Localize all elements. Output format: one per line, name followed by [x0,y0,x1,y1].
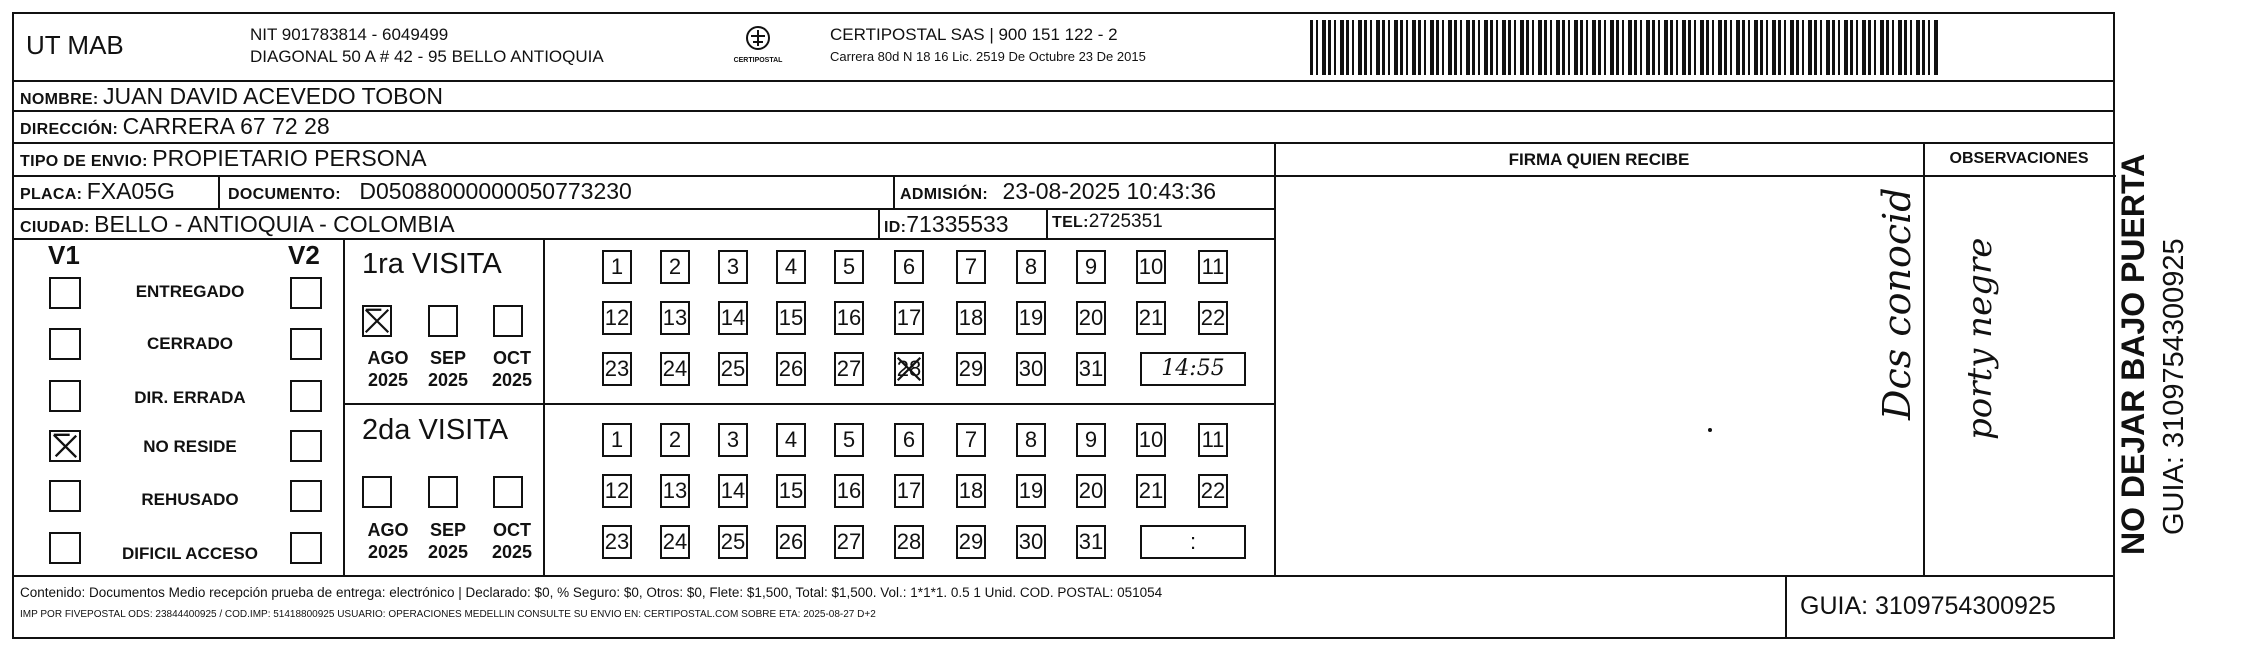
id-label: ID: [884,219,907,236]
visit2-day-27[interactable]: 27 [834,525,864,559]
v2-dificil-acceso-checkbox[interactable] [290,532,322,564]
visit2-month-ago-checkbox[interactable] [362,476,392,508]
certipostal-logo [728,24,788,70]
address-value: CARRERA 67 72 28 [122,113,330,139]
status-no-reside: NO RESIDE [143,437,237,456]
visit1-day-8[interactable]: 8 [1016,250,1046,284]
visit1-year-label: 2025 [427,370,469,390]
visit1-month-label: SEP [429,348,467,368]
visit2-day-17[interactable]: 17 [894,474,924,508]
doc-value: D05088000000050773230 [359,178,632,204]
signature-dot [1708,428,1712,432]
visit1-day-1[interactable]: 1 [602,250,632,284]
visit1-day-25[interactable]: 25 [718,352,748,386]
id-row [884,211,1009,238]
city-value: BELLO - ANTIOQUIA - COLOMBIA [94,211,455,237]
v2-dir-errada-checkbox[interactable] [290,380,322,412]
visit2-day-24[interactable]: 24 [660,525,690,559]
visit2-day-12[interactable]: 12 [602,474,632,508]
visit1-day-28[interactable]: 28 [894,352,924,386]
v1-rehusado-checkbox[interactable] [49,480,81,512]
type-value: PROPIETARIO PERSONA [152,145,427,171]
admission-label: ADMISIÓN: [900,186,989,203]
doc-row [228,178,632,205]
visit2-time-field[interactable]: : [1140,525,1246,559]
plate-label: PLACA: [20,186,83,203]
visit2-day-30[interactable]: 30 [1016,525,1046,559]
side-guia: GUIA: 3109754300925 [2158,238,2190,535]
visit2-year-label: 2025 [367,542,409,562]
v2-cerrado-checkbox[interactable] [290,328,322,360]
v2-rehusado-checkbox[interactable] [290,480,322,512]
v1-dir-errada-checkbox[interactable] [49,380,81,412]
name-label: NOMBRE: [20,91,99,108]
visit2-day-10[interactable]: 10 [1136,423,1166,457]
visit1-day-27[interactable]: 27 [834,352,864,386]
status-entregado: ENTREGADO [135,282,245,301]
v2-no-reside-checkbox[interactable] [290,430,322,462]
carrier-name: CERTIPOSTAL SAS | 900 151 122 - 2 [830,25,1118,44]
visit2-day-16[interactable]: 16 [834,474,864,508]
visit1-month-oct-checkbox[interactable] [493,305,523,337]
visit2-day-15[interactable]: 15 [776,474,806,508]
visit2-day-1[interactable]: 1 [602,423,632,457]
visit2-day-3[interactable]: 3 [718,423,748,457]
visit2-day-11[interactable]: 11 [1198,423,1228,457]
visit1-day-5[interactable]: 5 [834,250,864,284]
tel-row [1052,211,1163,233]
visit2-day-7[interactable]: 7 [956,423,986,457]
visit2-day-6[interactable]: 6 [894,423,924,457]
visit2-month-label: AGO [367,520,409,540]
company-name: UT MAB [26,30,124,60]
visit1-month-sep-checkbox[interactable] [428,305,458,337]
visit2-day-4[interactable]: 4 [776,423,806,457]
v1-header: V1 [48,240,80,270]
visit1-day-29[interactable]: 29 [956,352,986,386]
barcode [1310,20,1940,75]
type-row [20,145,427,172]
address-label: DIRECCIÓN: [20,121,119,138]
city-label: CIUDAD: [20,219,90,236]
visit1-day-21[interactable]: 21 [1136,301,1166,335]
visit1-day-7[interactable]: 7 [956,250,986,284]
v1-entregado-checkbox[interactable] [49,277,81,309]
visit1-day-12[interactable]: 12 [602,301,632,335]
v2-header: V2 [288,240,320,270]
status-rehusado: REHUSADO [141,490,239,509]
visit1-day-19[interactable]: 19 [1016,301,1046,335]
observations-label: OBSERVACIONES [1949,150,2089,167]
visit2-month-label: SEP [429,520,467,540]
visit2-year-label: 2025 [427,542,469,562]
visit1-year-label: 2025 [367,370,409,390]
type-label: TIPO DE ENVIO: [20,153,148,170]
name-value: JUAN DAVID ACEVEDO TOBON [103,83,443,109]
logo-text: CERTIPOSTAL [733,57,783,64]
v2-entregado-checkbox[interactable] [290,277,322,309]
carrier-license: Carrera 80d N 18 16 Lic. 2519 De Octubre 23 De 2015 [830,49,1146,64]
visit1-title: 1ra VISITA [362,248,502,280]
check-x-icon [364,307,390,335]
footer-content: Contenido: Documentos Medio recepción prueba de entrega: electrónico | Declarado: $0, % Seguro: $0, Otros: $0, Flete: $1,500, Total: $1,500. Vol.: 1*1*1. 0.5 1 Unid. COD. POSTAL: 051054 [20,585,1163,600]
visit2-day-31[interactable]: 31 [1076,525,1106,559]
visit1-day-31[interactable]: 31 [1076,352,1106,386]
observation-note-1: Dcs conocid [1875,187,1919,420]
status-dir-errada: DIR. ERRADA [134,388,246,407]
visit2-day-28[interactable]: 28 [894,525,924,559]
name-row [20,83,443,110]
visit1-day-10[interactable]: 10 [1136,250,1166,284]
signature-label: FIRMA QUIEN RECIBE [1508,150,1690,169]
visit1-day-20[interactable]: 20 [1076,301,1106,335]
visit1-day-2[interactable]: 2 [660,250,690,284]
plate-value: FXA05G [86,178,175,204]
status-cerrado: CERRADO [147,334,233,353]
tel-label: TEL: [1052,214,1089,231]
visit1-day-3[interactable]: 3 [718,250,748,284]
tel-value: 2725351 [1088,211,1163,232]
visit2-day-14[interactable]: 14 [718,474,748,508]
visit1-year-label: 2025 [491,370,533,390]
visit1-day-14[interactable]: 14 [718,301,748,335]
visit1-day-23[interactable]: 23 [602,352,632,386]
visit2-month-oct-checkbox[interactable] [493,476,523,508]
visit2-day-8[interactable]: 8 [1016,423,1046,457]
company-nit: NIT 901783814 - 6049499 [250,25,449,44]
visit2-year-label: 2025 [491,542,533,562]
visit1-day-30[interactable]: 30 [1016,352,1046,386]
visit1-day-18[interactable]: 18 [956,301,986,335]
visit2-day-29[interactable]: 29 [956,525,986,559]
visit2-month-label: OCT [493,520,531,540]
visit2-day-23[interactable]: 23 [602,525,632,559]
address-row [20,113,330,140]
visit2-day-18[interactable]: 18 [956,474,986,508]
admission-value: 23-08-2025 10:43:36 [1002,178,1217,204]
visit1-day-9[interactable]: 9 [1076,250,1106,284]
visit2-day-13[interactable]: 13 [660,474,690,508]
v1-no-reside-checkbox[interactable] [49,430,81,462]
visit1-day-13[interactable]: 13 [660,301,690,335]
visit1-day-22[interactable]: 22 [1198,301,1228,335]
footer-guia: GUIA: 3109754300925 [1800,592,2056,620]
visit2-day-22[interactable]: 22 [1198,474,1228,508]
visit2-day-19[interactable]: 19 [1016,474,1046,508]
visit1-day-6[interactable]: 6 [894,250,924,284]
visit2-day-9[interactable]: 9 [1076,423,1106,457]
visit1-day-11[interactable]: 11 [1198,250,1228,284]
logo-icon [743,24,773,52]
check-x-icon [896,354,922,384]
visit2-day-2[interactable]: 2 [660,423,690,457]
doc-label: DOCUMENTO: [228,186,341,203]
visit1-month-label: OCT [493,348,531,368]
visit1-day-15[interactable]: 15 [776,301,806,335]
visit2-title: 2da VISITA [362,414,509,446]
visit1-day-26[interactable]: 26 [776,352,806,386]
visit1-month-label: AGO [367,348,409,368]
visit2-day-20[interactable]: 20 [1076,474,1106,508]
status-dificil-acceso: DIFICIL ACCESO [121,544,258,563]
plate-row [20,178,175,205]
visit2-day-21[interactable]: 21 [1136,474,1166,508]
id-value: 71335533 [906,211,1009,237]
admission-row [900,178,1216,205]
visit1-day-4[interactable]: 4 [776,250,806,284]
visit1-day-17[interactable]: 17 [894,301,924,335]
visit2-day-26[interactable]: 26 [776,525,806,559]
city-row [20,211,455,238]
v1-dificil-acceso-checkbox[interactable] [49,532,81,564]
company-address: DIAGONAL 50 A # 42 - 95 BELLO ANTIOQUIA [250,47,604,66]
visit1-month-ago-checkbox[interactable] [362,305,392,337]
visit1-day-16[interactable]: 16 [834,301,864,335]
visit2-day-5[interactable]: 5 [834,423,864,457]
check-x-icon [51,432,79,460]
v1-cerrado-checkbox[interactable] [49,328,81,360]
visit1-day-24[interactable]: 24 [660,352,690,386]
footer-print-info: IMP POR FIVEPOSTAL ODS: 23844400925 / COD.IMP: 51418800925 USUARIO: OPERACIONES MEDELLIN CONSULTE SU ENVIO EN: CERTIPOSTAL.COM SOBRE ETA: 2025-08-27 D+2 [20,609,876,620]
visit2-day-25[interactable]: 25 [718,525,748,559]
observation-note-2: porty negre [1960,237,2000,440]
side-warning: NO DEJAR BAJO PUERTA [2115,153,2151,555]
visit2-month-sep-checkbox[interactable] [428,476,458,508]
visit1-time-field[interactable]: 14:55 [1140,352,1246,386]
